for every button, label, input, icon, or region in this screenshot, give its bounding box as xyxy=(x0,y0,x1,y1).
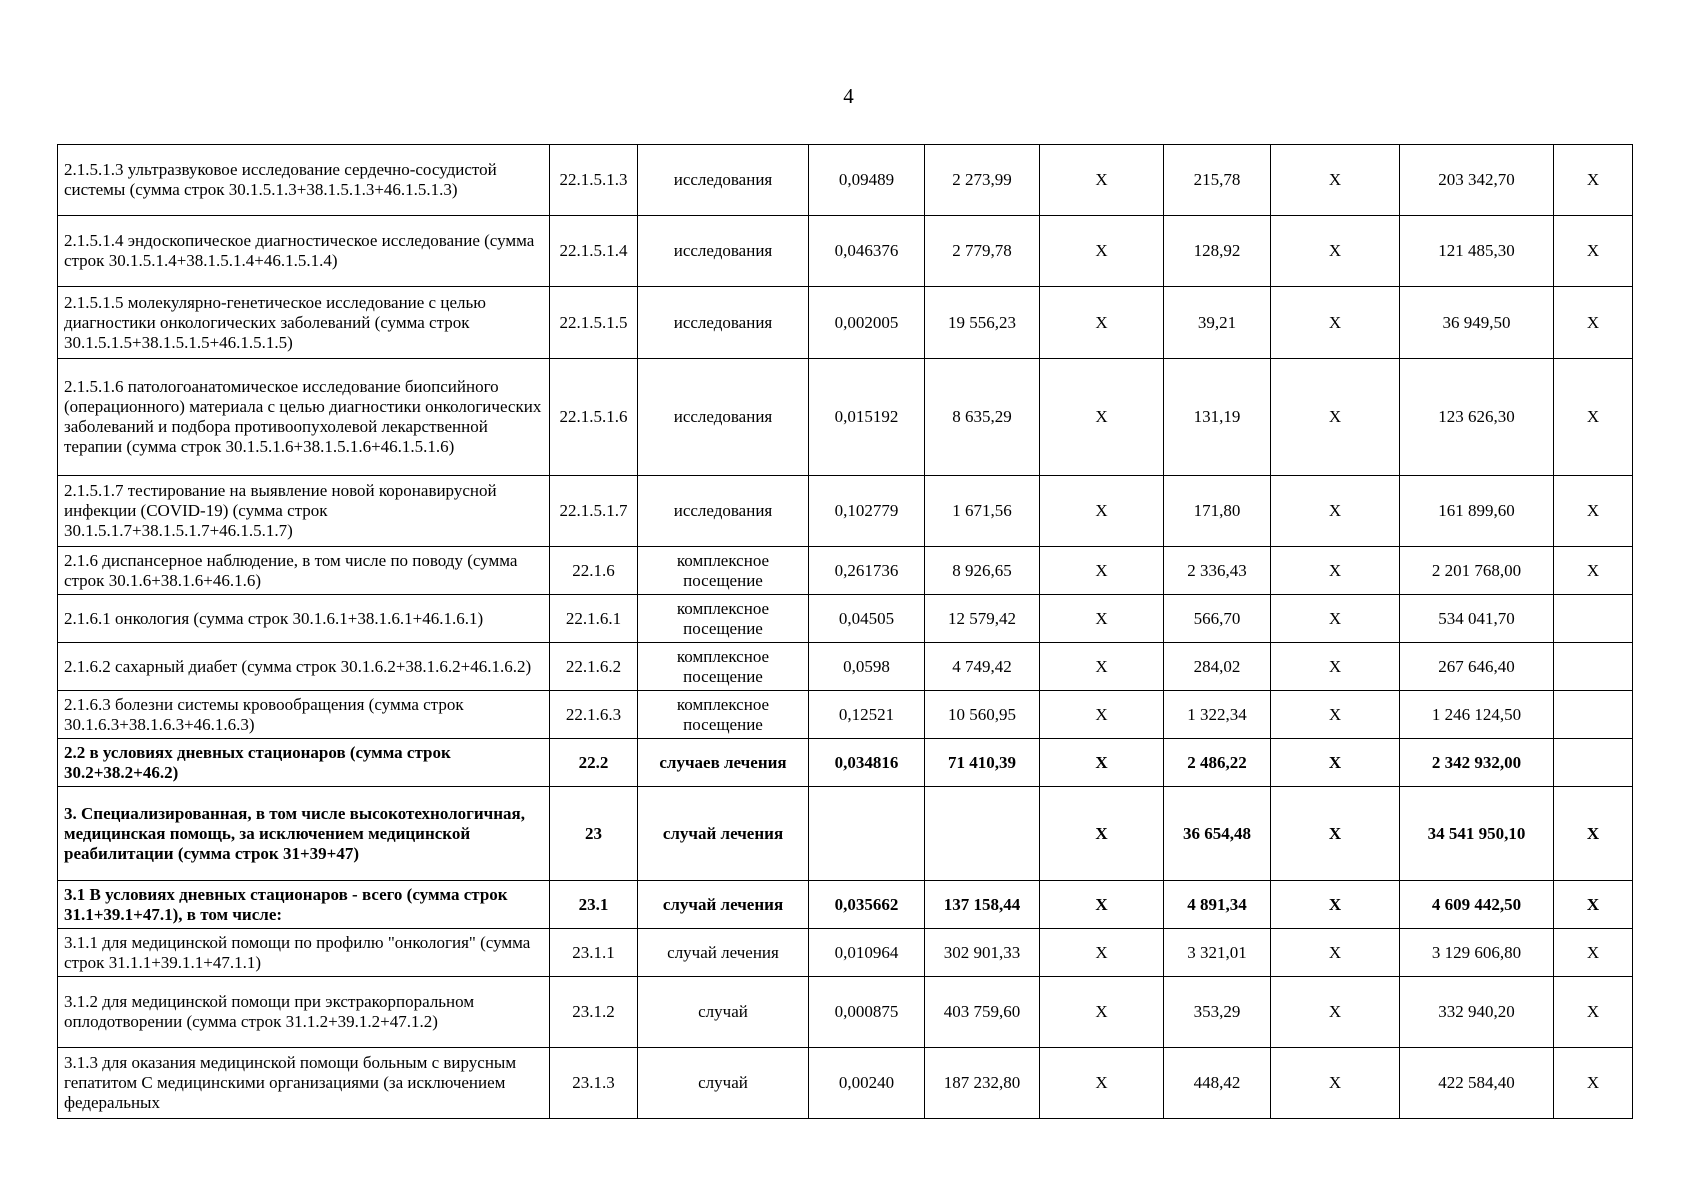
row-total-cell: 161 899,60 xyxy=(1400,476,1554,547)
row-total-cell: 121 485,30 xyxy=(1400,216,1554,287)
row-norm-cell: 0,102779 xyxy=(809,476,925,547)
row-per-capita-cell: 448,42 xyxy=(1164,1048,1271,1119)
row-total-cell: 1 246 124,50 xyxy=(1400,691,1554,739)
row-x-cell: X xyxy=(1040,359,1164,476)
row-code-cell: 22.1.5.1.4 xyxy=(550,216,638,287)
row-x-cell: X xyxy=(1554,787,1633,881)
row-x-cell xyxy=(1554,595,1633,643)
table-row xyxy=(58,643,1633,691)
row-norm-cell: 0,000875 xyxy=(809,977,925,1048)
row-cost-cell: 10 560,95 xyxy=(925,691,1040,739)
row-cost-cell: 137 158,44 xyxy=(925,881,1040,929)
row-norm-cell: 0,12521 xyxy=(809,691,925,739)
table-row xyxy=(58,476,1633,547)
row-norm-cell: 0,261736 xyxy=(809,547,925,595)
row-code-cell: 23.1 xyxy=(550,881,638,929)
row-x-cell: X xyxy=(1040,287,1164,359)
row-per-capita-cell: 128,92 xyxy=(1164,216,1271,287)
row-unit-cell: исследования xyxy=(638,287,809,359)
row-cost-cell: 4 749,42 xyxy=(925,643,1040,691)
row-x-cell: X xyxy=(1040,476,1164,547)
row-unit-cell: комплексное посещение xyxy=(638,547,809,595)
row-x-cell: X xyxy=(1554,476,1633,547)
row-unit-cell: случай xyxy=(638,1048,809,1119)
row-cost-cell: 1 671,56 xyxy=(925,476,1040,547)
row-per-capita-cell: 171,80 xyxy=(1164,476,1271,547)
row-per-capita-cell: 566,70 xyxy=(1164,595,1271,643)
row-norm-cell: 0,034816 xyxy=(809,739,925,787)
row-name-cell: 2.1.6.1 онкология (сумма строк 30.1.6.1+38.1.6.1+46.1.6.1) xyxy=(58,595,550,643)
row-cost-cell xyxy=(925,787,1040,881)
table-row xyxy=(58,547,1633,595)
table-row xyxy=(58,1048,1633,1119)
row-name-cell: 2.1.5.1.7 тестирование на выявление новой коронавирусной инфекции (COVID-19) (сумма строк 30.1.5.1.7+38.1.5.1.7+46.1.5.1.7) xyxy=(58,476,550,547)
row-x-cell: X xyxy=(1040,643,1164,691)
row-total-cell: 2 201 768,00 xyxy=(1400,547,1554,595)
row-x-cell: X xyxy=(1040,929,1164,977)
row-total-cell: 267 646,40 xyxy=(1400,643,1554,691)
row-unit-cell: случай лечения xyxy=(638,929,809,977)
row-norm-cell: 0,0598 xyxy=(809,643,925,691)
row-per-capita-cell: 1 322,34 xyxy=(1164,691,1271,739)
row-x-cell: X xyxy=(1040,145,1164,216)
row-norm-cell xyxy=(809,787,925,881)
row-code-cell: 22.1.6.1 xyxy=(550,595,638,643)
row-cost-cell: 302 901,33 xyxy=(925,929,1040,977)
row-x-cell: X xyxy=(1040,595,1164,643)
row-name-cell: 2.1.5.1.6 патологоанатомическое исследование биопсийного (операционного) материала с целью диагностики онкологических заболеваний и подбора противоопухолевой лекарственной терапии (сумма строк 30.1.5.1.6+38.1.5.1.6+46.1.5.1.6) xyxy=(58,359,550,476)
row-per-capita-cell: 131,19 xyxy=(1164,359,1271,476)
row-total-cell: 203 342,70 xyxy=(1400,145,1554,216)
row-x-cell: X xyxy=(1040,216,1164,287)
row-name-cell: 2.1.5.1.4 эндоскопическое диагностическое исследование (сумма строк 30.1.5.1.4+38.1.5.1.4+46.1.5.1.4) xyxy=(58,216,550,287)
table-row xyxy=(58,145,1633,216)
row-x-cell: X xyxy=(1554,977,1633,1048)
row-name-cell: 3.1.3 для оказания медицинской помощи больным с вирусным гепатитом С медицинскими организациями (за исключением федеральных xyxy=(58,1048,550,1119)
row-cost-cell: 12 579,42 xyxy=(925,595,1040,643)
row-cost-cell: 71 410,39 xyxy=(925,739,1040,787)
row-norm-cell: 0,002005 xyxy=(809,287,925,359)
row-unit-cell: исследования xyxy=(638,359,809,476)
row-x-cell: X xyxy=(1040,691,1164,739)
table-row xyxy=(58,287,1633,359)
row-per-capita-cell: 39,21 xyxy=(1164,287,1271,359)
table-row xyxy=(58,787,1633,881)
row-norm-cell: 0,00240 xyxy=(809,1048,925,1119)
row-x-cell: X xyxy=(1271,643,1400,691)
row-code-cell: 22.1.5.1.7 xyxy=(550,476,638,547)
row-total-cell: 4 609 442,50 xyxy=(1400,881,1554,929)
row-code-cell: 23.1.2 xyxy=(550,977,638,1048)
table-row xyxy=(58,595,1633,643)
row-name-cell: 2.1.6 диспансерное наблюдение, в том числе по поводу (сумма строк 30.1.6+38.1.6+46.1.6) xyxy=(58,547,550,595)
row-norm-cell: 0,04505 xyxy=(809,595,925,643)
row-unit-cell: случаев лечения xyxy=(638,739,809,787)
row-per-capita-cell: 36 654,48 xyxy=(1164,787,1271,881)
row-x-cell: X xyxy=(1554,929,1633,977)
table-row xyxy=(58,881,1633,929)
row-unit-cell: исследования xyxy=(638,145,809,216)
row-total-cell: 422 584,40 xyxy=(1400,1048,1554,1119)
data-table xyxy=(57,144,1633,1119)
row-name-cell: 3.1.2 для медицинской помощи при экстракорпоральном оплодотворении (сумма строк 31.1.2+39.1.2+47.1.2) xyxy=(58,977,550,1048)
row-x-cell: X xyxy=(1271,739,1400,787)
row-x-cell xyxy=(1554,739,1633,787)
row-norm-cell: 0,015192 xyxy=(809,359,925,476)
row-unit-cell: случай xyxy=(638,977,809,1048)
row-x-cell: X xyxy=(1554,547,1633,595)
row-per-capita-cell: 3 321,01 xyxy=(1164,929,1271,977)
row-x-cell xyxy=(1554,691,1633,739)
table-row xyxy=(58,977,1633,1048)
row-x-cell: X xyxy=(1040,1048,1164,1119)
row-name-cell: 3. Специализированная, в том числе высокотехнологичная, медицинская помощь, за исключением медицинской реабилитации (сумма строк 31+39+47) xyxy=(58,787,550,881)
row-x-cell: X xyxy=(1271,359,1400,476)
row-code-cell: 22.1.6 xyxy=(550,547,638,595)
row-x-cell: X xyxy=(1040,881,1164,929)
row-name-cell: 2.1.5.1.5 молекулярно-генетическое исследование с целью диагностики онкологических заболеваний (сумма строк 30.1.5.1.5+38.1.5.1.5+46.1.5.1.5) xyxy=(58,287,550,359)
row-name-cell: 3.1.1 для медицинской помощи по профилю "онкология" (сумма строк 31.1.1+39.1.1+47.1.1) xyxy=(58,929,550,977)
row-per-capita-cell: 215,78 xyxy=(1164,145,1271,216)
row-x-cell: X xyxy=(1554,359,1633,476)
row-x-cell: X xyxy=(1040,739,1164,787)
row-cost-cell: 2 273,99 xyxy=(925,145,1040,216)
row-x-cell: X xyxy=(1271,216,1400,287)
row-code-cell: 23.1.1 xyxy=(550,929,638,977)
row-unit-cell: комплексное посещение xyxy=(638,643,809,691)
row-x-cell: X xyxy=(1271,691,1400,739)
row-per-capita-cell: 284,02 xyxy=(1164,643,1271,691)
row-cost-cell: 8 635,29 xyxy=(925,359,1040,476)
row-unit-cell: исследования xyxy=(638,216,809,287)
row-x-cell: X xyxy=(1554,881,1633,929)
row-total-cell: 534 041,70 xyxy=(1400,595,1554,643)
page-number: 4 xyxy=(843,84,854,108)
row-x-cell: X xyxy=(1271,547,1400,595)
table-row xyxy=(58,739,1633,787)
row-x-cell: X xyxy=(1271,595,1400,643)
row-total-cell: 123 626,30 xyxy=(1400,359,1554,476)
row-x-cell: X xyxy=(1271,476,1400,547)
row-x-cell: X xyxy=(1554,216,1633,287)
row-per-capita-cell: 2 486,22 xyxy=(1164,739,1271,787)
row-per-capita-cell: 353,29 xyxy=(1164,977,1271,1048)
row-code-cell: 22.1.6.3 xyxy=(550,691,638,739)
row-per-capita-cell: 4 891,34 xyxy=(1164,881,1271,929)
row-unit-cell: комплексное посещение xyxy=(638,595,809,643)
row-x-cell: X xyxy=(1554,287,1633,359)
row-code-cell: 22.1.5.1.5 xyxy=(550,287,638,359)
row-x-cell: X xyxy=(1554,145,1633,216)
row-norm-cell: 0,035662 xyxy=(809,881,925,929)
row-code-cell: 22.1.6.2 xyxy=(550,643,638,691)
row-total-cell: 36 949,50 xyxy=(1400,287,1554,359)
row-cost-cell: 19 556,23 xyxy=(925,287,1040,359)
row-norm-cell: 0,09489 xyxy=(809,145,925,216)
row-total-cell: 2 342 932,00 xyxy=(1400,739,1554,787)
row-x-cell: X xyxy=(1271,287,1400,359)
row-x-cell: X xyxy=(1271,787,1400,881)
row-name-cell: 2.1.6.3 болезни системы кровообращения (сумма строк 30.1.6.3+38.1.6.3+46.1.6.3) xyxy=(58,691,550,739)
table-row xyxy=(58,359,1633,476)
row-per-capita-cell: 2 336,43 xyxy=(1164,547,1271,595)
row-x-cell: X xyxy=(1271,929,1400,977)
row-x-cell: X xyxy=(1040,787,1164,881)
row-total-cell: 332 940,20 xyxy=(1400,977,1554,1048)
row-unit-cell: случай лечения xyxy=(638,881,809,929)
row-name-cell: 3.1 В условиях дневных стационаров - всего (сумма строк 31.1+39.1+47.1), в том числе: xyxy=(58,881,550,929)
row-total-cell: 3 129 606,80 xyxy=(1400,929,1554,977)
row-unit-cell: случай лечения xyxy=(638,787,809,881)
row-unit-cell: исследования xyxy=(638,476,809,547)
row-name-cell: 2.1.6.2 сахарный диабет (сумма строк 30.1.6.2+38.1.6.2+46.1.6.2) xyxy=(58,643,550,691)
table-row xyxy=(58,691,1633,739)
row-cost-cell: 403 759,60 xyxy=(925,977,1040,1048)
row-x-cell: X xyxy=(1271,977,1400,1048)
row-x-cell: X xyxy=(1271,1048,1400,1119)
row-cost-cell: 2 779,78 xyxy=(925,216,1040,287)
row-x-cell: X xyxy=(1271,145,1400,216)
row-cost-cell: 187 232,80 xyxy=(925,1048,1040,1119)
row-x-cell xyxy=(1554,643,1633,691)
table-row xyxy=(58,216,1633,287)
row-x-cell: X xyxy=(1040,977,1164,1048)
row-code-cell: 23 xyxy=(550,787,638,881)
row-x-cell: X xyxy=(1040,547,1164,595)
row-code-cell: 22.1.5.1.6 xyxy=(550,359,638,476)
row-code-cell: 22.1.5.1.3 xyxy=(550,145,638,216)
row-norm-cell: 0,046376 xyxy=(809,216,925,287)
row-code-cell: 22.2 xyxy=(550,739,638,787)
row-unit-cell: комплексное посещение xyxy=(638,691,809,739)
row-norm-cell: 0,010964 xyxy=(809,929,925,977)
table-row xyxy=(58,929,1633,977)
row-x-cell: X xyxy=(1271,881,1400,929)
row-x-cell: X xyxy=(1554,1048,1633,1119)
row-total-cell: 34 541 950,10 xyxy=(1400,787,1554,881)
row-code-cell: 23.1.3 xyxy=(550,1048,638,1119)
row-name-cell: 2.2 в условиях дневных стационаров (сумма строк 30.2+38.2+46.2) xyxy=(58,739,550,787)
row-name-cell: 2.1.5.1.3 ультразвуковое исследование сердечно-сосудистой системы (сумма строк 30.1.5.1.3+38.1.5.1.3+46.1.5.1.3) xyxy=(58,145,550,216)
row-cost-cell: 8 926,65 xyxy=(925,547,1040,595)
